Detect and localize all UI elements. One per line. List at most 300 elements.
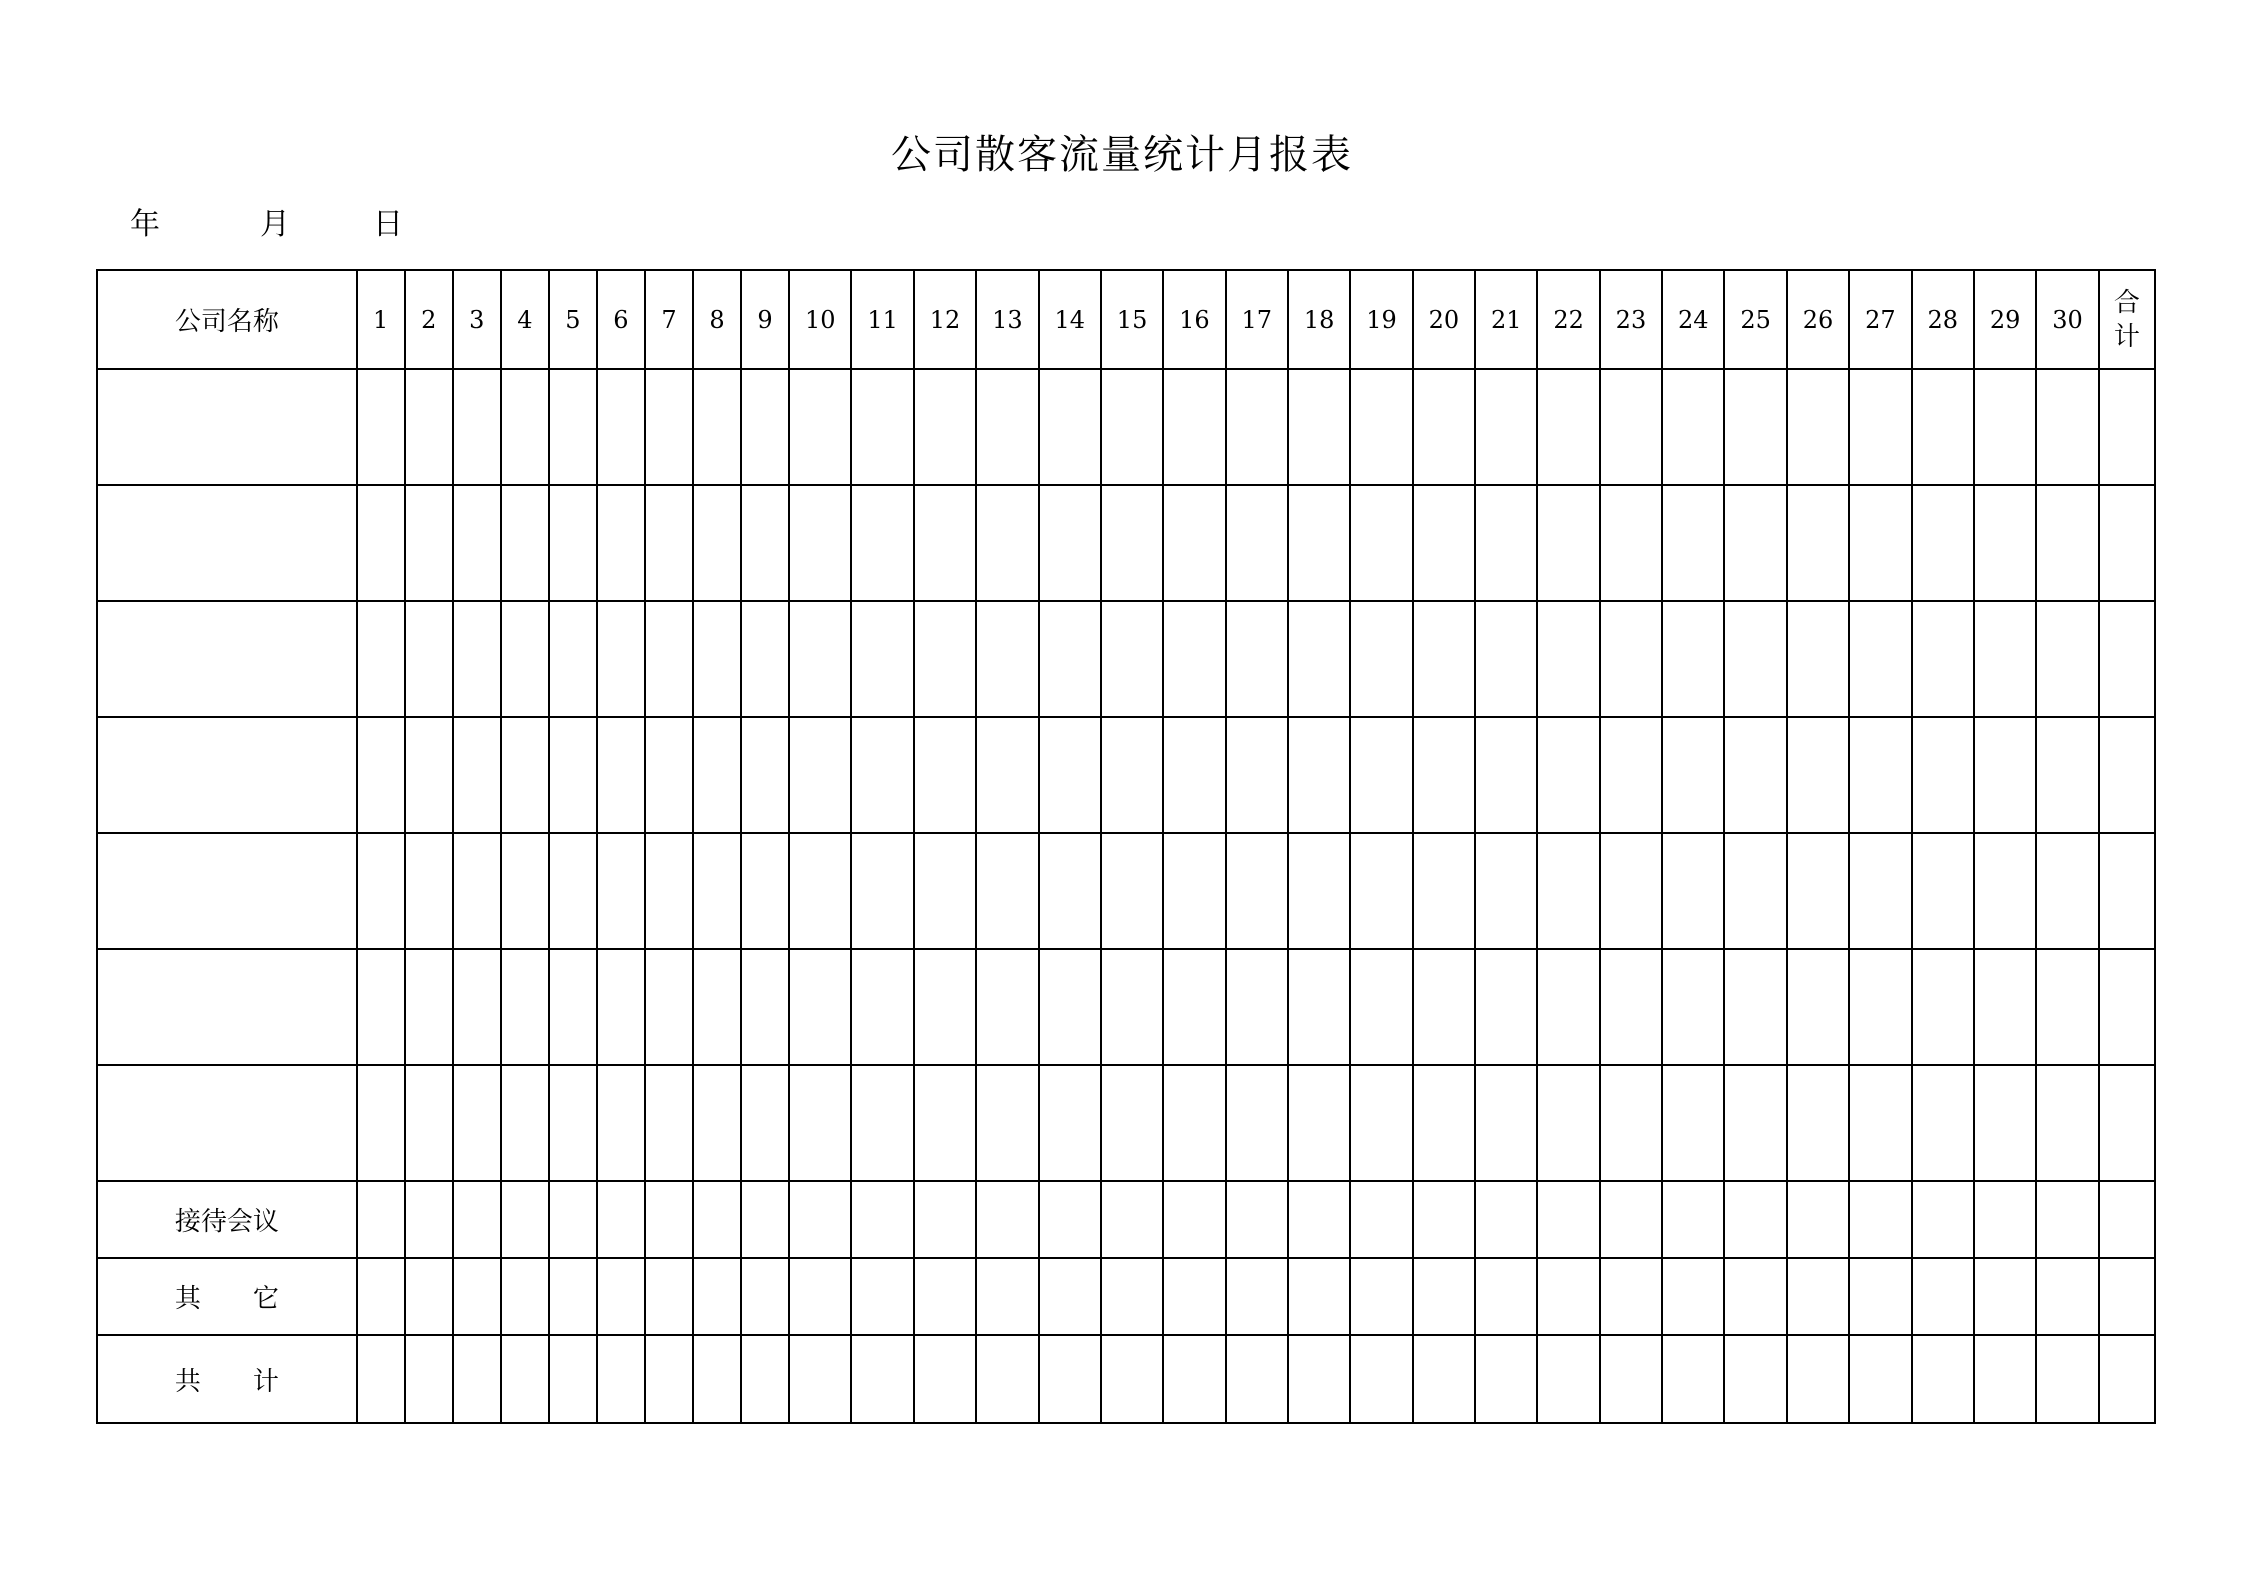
day-cell[interactable] <box>357 1065 405 1181</box>
day-cell[interactable] <box>851 949 913 1065</box>
day-cell[interactable] <box>2036 949 2098 1065</box>
day-cell[interactable] <box>1350 1181 1412 1258</box>
day-cell[interactable] <box>501 833 549 949</box>
day-cell[interactable] <box>549 485 597 601</box>
day-cell[interactable] <box>1537 949 1599 1065</box>
day-cell[interactable] <box>1724 1065 1786 1181</box>
day-cell[interactable] <box>1101 369 1163 485</box>
day-cell[interactable] <box>741 949 789 1065</box>
day-cell[interactable] <box>914 717 976 833</box>
day-cell[interactable] <box>789 369 851 485</box>
day-cell[interactable] <box>405 369 453 485</box>
day-cell[interactable] <box>693 1258 741 1335</box>
day-cell[interactable] <box>1163 1258 1225 1335</box>
day-cell[interactable] <box>976 601 1038 717</box>
day-cell[interactable] <box>1101 601 1163 717</box>
day-cell[interactable] <box>1475 1335 1537 1423</box>
day-cell[interactable] <box>1350 369 1412 485</box>
day-cell[interactable] <box>1039 833 1101 949</box>
day-cell[interactable] <box>1849 717 1911 833</box>
day-cell[interactable] <box>645 717 693 833</box>
day-cell[interactable] <box>693 833 741 949</box>
day-cell[interactable] <box>1600 1181 1662 1258</box>
day-cell[interactable] <box>1849 1065 1911 1181</box>
day-cell[interactable] <box>1849 369 1911 485</box>
day-cell[interactable] <box>741 1335 789 1423</box>
day-cell[interactable] <box>2036 1181 2098 1258</box>
day-cell[interactable] <box>1163 833 1225 949</box>
day-cell[interactable] <box>1039 1258 1101 1335</box>
day-cell[interactable] <box>549 717 597 833</box>
day-cell[interactable] <box>1600 1065 1662 1181</box>
day-cell[interactable] <box>1537 717 1599 833</box>
day-cell[interactable] <box>2036 1065 2098 1181</box>
day-cell[interactable] <box>453 949 501 1065</box>
day-cell[interactable] <box>1101 485 1163 601</box>
day-cell[interactable] <box>914 1181 976 1258</box>
day-cell[interactable] <box>1537 1258 1599 1335</box>
day-cell[interactable] <box>1662 1258 1724 1335</box>
day-cell[interactable] <box>1350 485 1412 601</box>
day-cell[interactable] <box>1912 1181 1974 1258</box>
day-cell[interactable] <box>501 949 549 1065</box>
company-name-cell[interactable] <box>97 1065 357 1181</box>
day-cell[interactable] <box>1849 1258 1911 1335</box>
day-cell[interactable] <box>1413 1181 1475 1258</box>
day-cell[interactable] <box>1662 1065 1724 1181</box>
day-cell[interactable] <box>2036 601 2098 717</box>
day-cell[interactable] <box>1662 1335 1724 1423</box>
day-cell[interactable] <box>501 717 549 833</box>
day-cell[interactable] <box>1787 1065 1849 1181</box>
day-cell[interactable] <box>741 1065 789 1181</box>
day-cell[interactable] <box>1787 601 1849 717</box>
day-cell[interactable] <box>1475 485 1537 601</box>
day-cell[interactable] <box>597 949 645 1065</box>
day-cell[interactable] <box>1288 717 1350 833</box>
day-cell[interactable] <box>405 1181 453 1258</box>
day-cell[interactable] <box>1787 1181 1849 1258</box>
day-cell[interactable] <box>789 949 851 1065</box>
day-cell[interactable] <box>1724 601 1786 717</box>
day-cell[interactable] <box>1662 1181 1724 1258</box>
day-cell[interactable] <box>914 1065 976 1181</box>
day-cell[interactable] <box>914 833 976 949</box>
day-cell[interactable] <box>1974 1065 2036 1181</box>
day-cell[interactable] <box>914 485 976 601</box>
day-cell[interactable] <box>597 717 645 833</box>
day-cell[interactable] <box>1724 1181 1786 1258</box>
day-cell[interactable] <box>1662 717 1724 833</box>
day-cell[interactable] <box>1101 1335 1163 1423</box>
day-cell[interactable] <box>1974 833 2036 949</box>
total-cell[interactable] <box>2099 1181 2155 1258</box>
day-cell[interactable] <box>1413 485 1475 601</box>
day-cell[interactable] <box>1849 485 1911 601</box>
day-cell[interactable] <box>1039 1335 1101 1423</box>
day-cell[interactable] <box>976 1335 1038 1423</box>
day-cell[interactable] <box>1849 1181 1911 1258</box>
day-cell[interactable] <box>645 1181 693 1258</box>
day-cell[interactable] <box>693 485 741 601</box>
day-cell[interactable] <box>1787 369 1849 485</box>
day-cell[interactable] <box>1724 1335 1786 1423</box>
day-cell[interactable] <box>2036 485 2098 601</box>
day-cell[interactable] <box>453 833 501 949</box>
day-cell[interactable] <box>597 485 645 601</box>
day-cell[interactable] <box>1787 485 1849 601</box>
day-cell[interactable] <box>405 833 453 949</box>
day-cell[interactable] <box>1475 1258 1537 1335</box>
day-cell[interactable] <box>789 1258 851 1335</box>
day-cell[interactable] <box>1849 949 1911 1065</box>
day-cell[interactable] <box>1600 1258 1662 1335</box>
day-cell[interactable] <box>645 949 693 1065</box>
day-cell[interactable] <box>741 833 789 949</box>
day-cell[interactable] <box>357 717 405 833</box>
day-cell[interactable] <box>405 1258 453 1335</box>
day-cell[interactable] <box>976 717 1038 833</box>
day-cell[interactable] <box>2036 833 2098 949</box>
day-cell[interactable] <box>1226 717 1288 833</box>
day-cell[interactable] <box>1039 601 1101 717</box>
day-cell[interactable] <box>1039 717 1101 833</box>
day-cell[interactable] <box>645 833 693 949</box>
day-cell[interactable] <box>789 1335 851 1423</box>
total-cell[interactable] <box>2099 369 2155 485</box>
day-cell[interactable] <box>549 1335 597 1423</box>
day-cell[interactable] <box>1787 949 1849 1065</box>
total-cell[interactable] <box>2099 485 2155 601</box>
day-cell[interactable] <box>1413 1065 1475 1181</box>
day-cell[interactable] <box>1226 1258 1288 1335</box>
day-cell[interactable] <box>405 1335 453 1423</box>
day-cell[interactable] <box>851 601 913 717</box>
company-name-cell[interactable] <box>97 369 357 485</box>
day-cell[interactable] <box>1974 601 2036 717</box>
day-cell[interactable] <box>1288 833 1350 949</box>
day-cell[interactable] <box>501 1335 549 1423</box>
day-cell[interactable] <box>1101 1065 1163 1181</box>
day-cell[interactable] <box>549 369 597 485</box>
day-cell[interactable] <box>693 717 741 833</box>
day-cell[interactable] <box>549 949 597 1065</box>
day-cell[interactable] <box>1974 949 2036 1065</box>
day-cell[interactable] <box>789 833 851 949</box>
day-cell[interactable] <box>1537 485 1599 601</box>
day-cell[interactable] <box>1974 369 2036 485</box>
day-cell[interactable] <box>976 1065 1038 1181</box>
day-cell[interactable] <box>1163 601 1225 717</box>
day-cell[interactable] <box>1475 1181 1537 1258</box>
day-cell[interactable] <box>976 1181 1038 1258</box>
day-cell[interactable] <box>1350 1065 1412 1181</box>
day-cell[interactable] <box>357 949 405 1065</box>
day-cell[interactable] <box>453 485 501 601</box>
day-cell[interactable] <box>851 717 913 833</box>
day-cell[interactable] <box>549 1065 597 1181</box>
day-cell[interactable] <box>1912 1335 1974 1423</box>
day-cell[interactable] <box>357 1181 405 1258</box>
company-name-cell[interactable] <box>97 601 357 717</box>
day-cell[interactable] <box>453 369 501 485</box>
day-cell[interactable] <box>1226 485 1288 601</box>
day-cell[interactable] <box>1974 1335 2036 1423</box>
day-cell[interactable] <box>405 949 453 1065</box>
day-cell[interactable] <box>501 1065 549 1181</box>
day-cell[interactable] <box>1101 1181 1163 1258</box>
day-cell[interactable] <box>1912 601 1974 717</box>
day-cell[interactable] <box>1724 949 1786 1065</box>
day-cell[interactable] <box>851 1065 913 1181</box>
day-cell[interactable] <box>405 601 453 717</box>
day-cell[interactable] <box>597 1181 645 1258</box>
day-cell[interactable] <box>914 601 976 717</box>
total-cell[interactable] <box>2099 1065 2155 1181</box>
day-cell[interactable] <box>357 601 405 717</box>
day-cell[interactable] <box>1163 1181 1225 1258</box>
day-cell[interactable] <box>357 833 405 949</box>
day-cell[interactable] <box>645 1258 693 1335</box>
day-cell[interactable] <box>976 949 1038 1065</box>
day-cell[interactable] <box>2036 1258 2098 1335</box>
day-cell[interactable] <box>645 601 693 717</box>
day-cell[interactable] <box>1163 1335 1225 1423</box>
day-cell[interactable] <box>914 949 976 1065</box>
day-cell[interactable] <box>976 1258 1038 1335</box>
day-cell[interactable] <box>1787 717 1849 833</box>
total-cell[interactable] <box>2099 717 2155 833</box>
day-cell[interactable] <box>1226 1181 1288 1258</box>
day-cell[interactable] <box>1163 485 1225 601</box>
day-cell[interactable] <box>914 369 976 485</box>
total-cell[interactable] <box>2099 949 2155 1065</box>
day-cell[interactable] <box>1039 1181 1101 1258</box>
day-cell[interactable] <box>1226 949 1288 1065</box>
company-name-cell[interactable] <box>97 833 357 949</box>
day-cell[interactable] <box>405 485 453 601</box>
day-cell[interactable] <box>693 1065 741 1181</box>
total-cell[interactable] <box>2099 833 2155 949</box>
day-cell[interactable] <box>453 1065 501 1181</box>
day-cell[interactable] <box>1787 1258 1849 1335</box>
day-cell[interactable] <box>1413 1258 1475 1335</box>
day-cell[interactable] <box>1724 717 1786 833</box>
day-cell[interactable] <box>453 1335 501 1423</box>
day-cell[interactable] <box>1350 717 1412 833</box>
day-cell[interactable] <box>597 1065 645 1181</box>
day-cell[interactable] <box>1974 485 2036 601</box>
day-cell[interactable] <box>1724 833 1786 949</box>
day-cell[interactable] <box>976 833 1038 949</box>
day-cell[interactable] <box>1163 1065 1225 1181</box>
day-cell[interactable] <box>1724 485 1786 601</box>
day-cell[interactable] <box>1475 717 1537 833</box>
day-cell[interactable] <box>453 1258 501 1335</box>
day-cell[interactable] <box>1600 485 1662 601</box>
day-cell[interactable] <box>1974 1181 2036 1258</box>
day-cell[interactable] <box>645 1065 693 1181</box>
day-cell[interactable] <box>851 1181 913 1258</box>
day-cell[interactable] <box>357 369 405 485</box>
day-cell[interactable] <box>1475 369 1537 485</box>
day-cell[interactable] <box>597 1335 645 1423</box>
day-cell[interactable] <box>1226 1335 1288 1423</box>
day-cell[interactable] <box>1662 833 1724 949</box>
day-cell[interactable] <box>357 1258 405 1335</box>
day-cell[interactable] <box>1600 1335 1662 1423</box>
day-cell[interactable] <box>1163 369 1225 485</box>
day-cell[interactable] <box>1662 601 1724 717</box>
day-cell[interactable] <box>1350 1258 1412 1335</box>
day-cell[interactable] <box>1849 601 1911 717</box>
day-cell[interactable] <box>453 1181 501 1258</box>
day-cell[interactable] <box>741 1258 789 1335</box>
day-cell[interactable] <box>1101 1258 1163 1335</box>
day-cell[interactable] <box>405 1065 453 1181</box>
day-cell[interactable] <box>1475 1065 1537 1181</box>
day-cell[interactable] <box>741 1181 789 1258</box>
day-cell[interactable] <box>789 1065 851 1181</box>
day-cell[interactable] <box>851 1258 913 1335</box>
day-cell[interactable] <box>1039 485 1101 601</box>
day-cell[interactable] <box>501 1258 549 1335</box>
day-cell[interactable] <box>501 1181 549 1258</box>
day-cell[interactable] <box>1039 369 1101 485</box>
day-cell[interactable] <box>1226 1065 1288 1181</box>
day-cell[interactable] <box>357 1335 405 1423</box>
company-name-cell[interactable] <box>97 717 357 833</box>
day-cell[interactable] <box>597 833 645 949</box>
day-cell[interactable] <box>1288 949 1350 1065</box>
day-cell[interactable] <box>1537 369 1599 485</box>
day-cell[interactable] <box>693 601 741 717</box>
day-cell[interactable] <box>1101 833 1163 949</box>
day-cell[interactable] <box>1537 833 1599 949</box>
day-cell[interactable] <box>645 369 693 485</box>
day-cell[interactable] <box>1288 369 1350 485</box>
day-cell[interactable] <box>2036 369 2098 485</box>
total-cell[interactable] <box>2099 1335 2155 1423</box>
day-cell[interactable] <box>1600 369 1662 485</box>
day-cell[interactable] <box>1974 1258 2036 1335</box>
day-cell[interactable] <box>1724 369 1786 485</box>
day-cell[interactable] <box>1226 601 1288 717</box>
day-cell[interactable] <box>693 1181 741 1258</box>
day-cell[interactable] <box>1288 1181 1350 1258</box>
day-cell[interactable] <box>1912 369 1974 485</box>
day-cell[interactable] <box>789 717 851 833</box>
day-cell[interactable] <box>789 601 851 717</box>
day-cell[interactable] <box>1537 1335 1599 1423</box>
day-cell[interactable] <box>1101 717 1163 833</box>
day-cell[interactable] <box>1288 485 1350 601</box>
day-cell[interactable] <box>1537 1181 1599 1258</box>
day-cell[interactable] <box>1288 1335 1350 1423</box>
day-cell[interactable] <box>741 717 789 833</box>
day-cell[interactable] <box>1475 833 1537 949</box>
day-cell[interactable] <box>1849 833 1911 949</box>
day-cell[interactable] <box>851 485 913 601</box>
day-cell[interactable] <box>1163 949 1225 1065</box>
day-cell[interactable] <box>1413 369 1475 485</box>
day-cell[interactable] <box>851 833 913 949</box>
day-cell[interactable] <box>741 601 789 717</box>
day-cell[interactable] <box>1039 1065 1101 1181</box>
day-cell[interactable] <box>693 369 741 485</box>
day-cell[interactable] <box>1413 833 1475 949</box>
day-cell[interactable] <box>1600 833 1662 949</box>
day-cell[interactable] <box>1226 833 1288 949</box>
day-cell[interactable] <box>976 369 1038 485</box>
day-cell[interactable] <box>1537 601 1599 717</box>
day-cell[interactable] <box>1226 369 1288 485</box>
day-cell[interactable] <box>549 833 597 949</box>
total-cell[interactable] <box>2099 1258 2155 1335</box>
day-cell[interactable] <box>501 601 549 717</box>
day-cell[interactable] <box>597 601 645 717</box>
day-cell[interactable] <box>1912 485 1974 601</box>
day-cell[interactable] <box>789 485 851 601</box>
day-cell[interactable] <box>1912 949 1974 1065</box>
day-cell[interactable] <box>1912 833 1974 949</box>
day-cell[interactable] <box>1288 1258 1350 1335</box>
day-cell[interactable] <box>1662 949 1724 1065</box>
day-cell[interactable] <box>914 1335 976 1423</box>
day-cell[interactable] <box>1974 717 2036 833</box>
day-cell[interactable] <box>645 1335 693 1423</box>
day-cell[interactable] <box>1039 949 1101 1065</box>
day-cell[interactable] <box>453 601 501 717</box>
day-cell[interactable] <box>405 717 453 833</box>
day-cell[interactable] <box>1600 601 1662 717</box>
day-cell[interactable] <box>789 1181 851 1258</box>
day-cell[interactable] <box>1350 949 1412 1065</box>
day-cell[interactable] <box>1288 601 1350 717</box>
company-name-cell[interactable] <box>97 949 357 1065</box>
day-cell[interactable] <box>1600 717 1662 833</box>
company-name-cell[interactable] <box>97 485 357 601</box>
day-cell[interactable] <box>1912 717 1974 833</box>
day-cell[interactable] <box>1787 833 1849 949</box>
day-cell[interactable] <box>1912 1065 1974 1181</box>
day-cell[interactable] <box>2036 1335 2098 1423</box>
day-cell[interactable] <box>549 1258 597 1335</box>
day-cell[interactable] <box>1662 369 1724 485</box>
day-cell[interactable] <box>1413 601 1475 717</box>
day-cell[interactable] <box>976 485 1038 601</box>
day-cell[interactable] <box>1413 717 1475 833</box>
day-cell[interactable] <box>851 1335 913 1423</box>
day-cell[interactable] <box>1475 949 1537 1065</box>
day-cell[interactable] <box>1912 1258 1974 1335</box>
day-cell[interactable] <box>693 949 741 1065</box>
day-cell[interactable] <box>597 1258 645 1335</box>
day-cell[interactable] <box>549 601 597 717</box>
day-cell[interactable] <box>597 369 645 485</box>
day-cell[interactable] <box>549 1181 597 1258</box>
day-cell[interactable] <box>1413 949 1475 1065</box>
day-cell[interactable] <box>1475 601 1537 717</box>
day-cell[interactable] <box>453 717 501 833</box>
day-cell[interactable] <box>501 485 549 601</box>
day-cell[interactable] <box>1413 1335 1475 1423</box>
day-cell[interactable] <box>1350 601 1412 717</box>
day-cell[interactable] <box>1662 485 1724 601</box>
day-cell[interactable] <box>1163 717 1225 833</box>
day-cell[interactable] <box>1600 949 1662 1065</box>
day-cell[interactable] <box>357 485 405 601</box>
